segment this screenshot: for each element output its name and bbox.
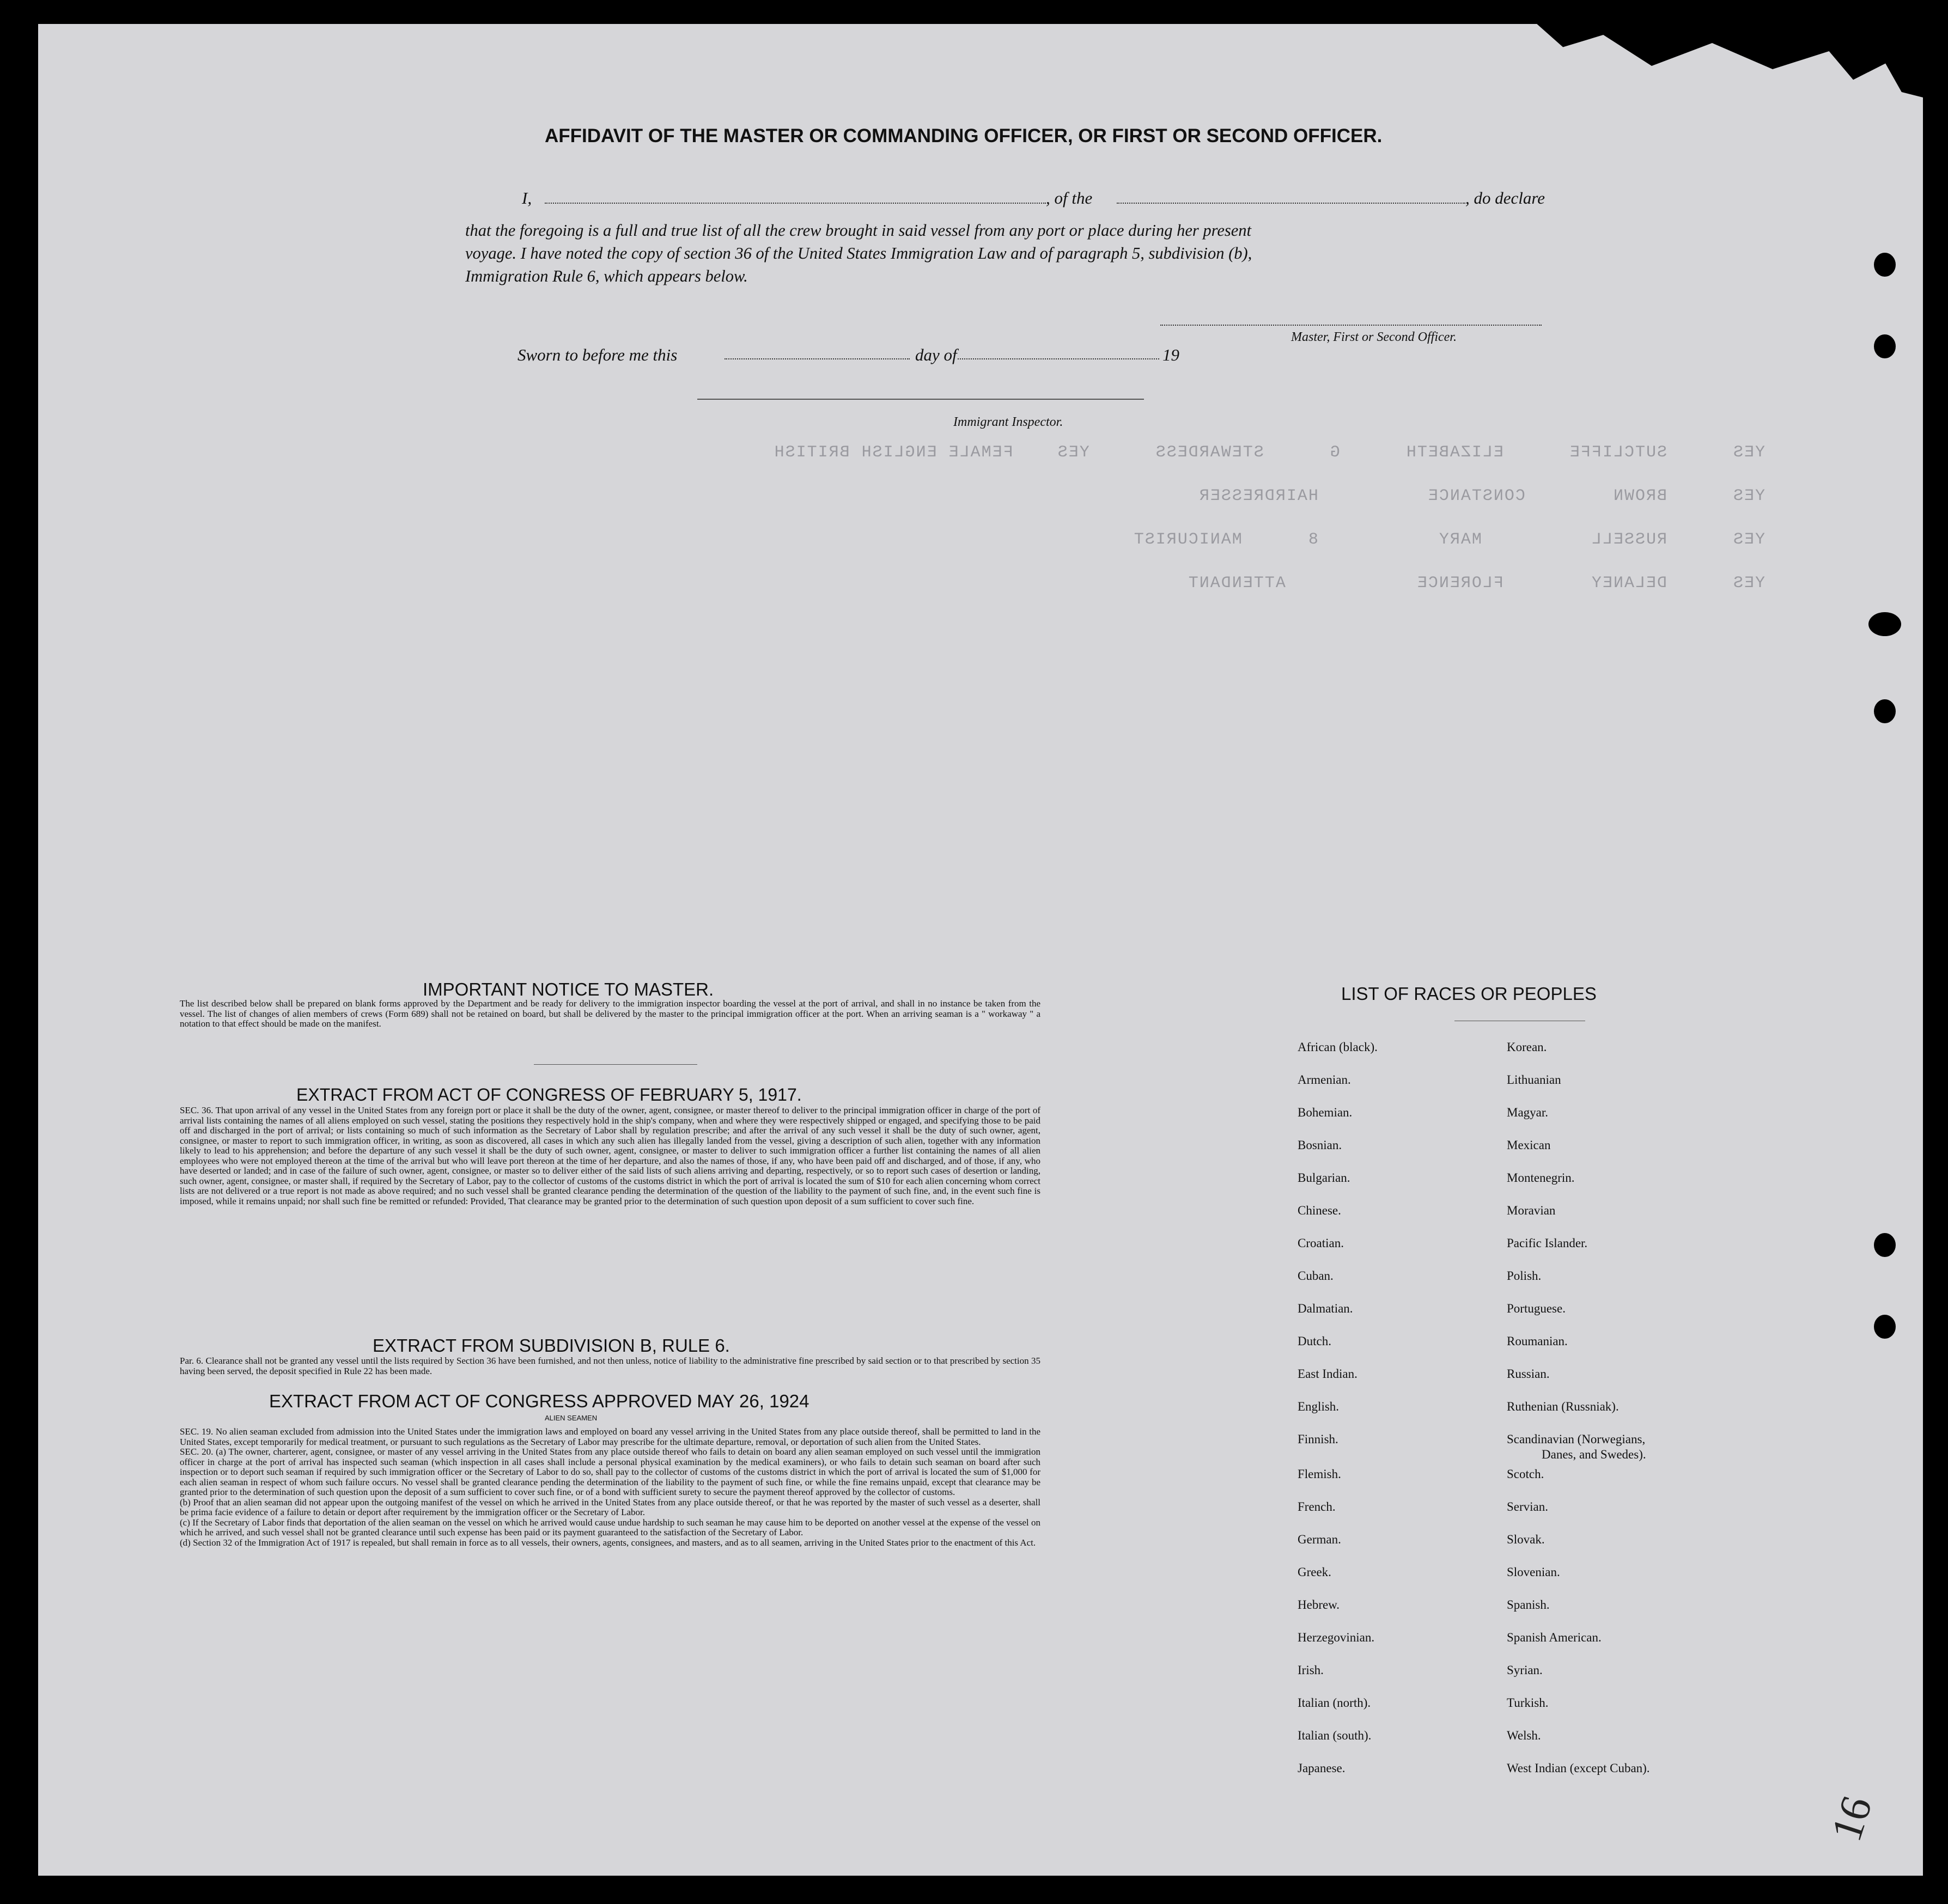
ghost-cell: YES (1732, 443, 1765, 462)
extract-1917-title: EXTRACT FROM ACT OF CONGRESS OF FEBRUARY 5, 1917. (296, 1085, 802, 1104)
ghost-cell: YES (1732, 530, 1765, 549)
affidavit-line4: Immigration Rule 6, which appears below. (465, 267, 748, 285)
race-item: English. (1298, 1400, 1340, 1413)
ghost-row (1188, 574, 1765, 593)
race-item: Finnish. (1298, 1432, 1338, 1446)
affidavit-title: AFFIDAVIT OF THE MASTER OR COMMANDING OFFICER, OR FIRST OR SECOND OFFICER. (545, 125, 1383, 147)
ghost-cell: STEWARDESS (1154, 443, 1264, 462)
race-item: Slovak. (1507, 1533, 1545, 1546)
race-item: Welsh. (1507, 1729, 1541, 1742)
affidavit-of-the: , of the (1046, 188, 1093, 208)
paragraph: (b) Proof that an alien seaman did not appear upon the outgoing manifest of the vessel on which he arrived in the United States from any place outside thereof, or that he was reported by the master of such vessel as a deserter, shall be prima facie evidence of a failure to detain or deport after requirement by the immigration officer or the Secretary of Labor. (180, 1497, 1040, 1517)
ghost-cell: FEMALE ENGLISH BRITISH (773, 443, 1013, 462)
race-item: East Indian. (1298, 1367, 1357, 1381)
ghost-cell: BROWN (1612, 487, 1667, 505)
ghost-cell: G (1329, 443, 1340, 462)
race-item: Greek. (1298, 1565, 1331, 1579)
year-label: 19 (1162, 345, 1179, 364)
race-item: Magyar. (1507, 1106, 1549, 1119)
ghost-cell: 8 (1307, 530, 1318, 549)
ghost-cell: MANICURIST (1133, 530, 1242, 549)
race-item: Irish. (1298, 1663, 1324, 1677)
ghost-cell: ELIZABETH (1405, 443, 1503, 462)
race-item: Polish. (1507, 1269, 1542, 1283)
race-item: West Indian (except Cuban). (1507, 1761, 1650, 1775)
race-item: Montenegrin. (1507, 1171, 1575, 1185)
race-item: Syrian. (1507, 1663, 1543, 1677)
race-item: Spanish American. (1507, 1631, 1602, 1644)
race-item: German. (1298, 1533, 1341, 1546)
affidavit-i: I, (522, 188, 532, 208)
ghost-cell: CONSTANCE (1427, 487, 1525, 505)
inspector-label: Immigrant Inspector. (953, 415, 1063, 429)
bleed-through-rows (38, 24, 1923, 678)
binder-hole (1874, 1315, 1896, 1339)
race-item: Servian. (1507, 1500, 1549, 1514)
race-item: Cuban. (1298, 1269, 1334, 1283)
race-item: Dalmatian. (1298, 1302, 1353, 1315)
paragraph: (c) If the Secretary of Labor finds that deportation of the alien seaman on the vessel on which he arrived would cause undue hardship to such seaman he may cause him to be deported on another vessel at the expense of the vessel on which he arrived, and such vessel shall not be granted clearance until such expense has been paid or its payment guaranteed to the satisfaction of the Secretary of Labor. (180, 1517, 1040, 1537)
notice-title: IMPORTANT NOTICE TO MASTER. (423, 979, 714, 999)
ghost-cell: FLORENCE (1416, 574, 1503, 593)
paragraph: SEC. 20. (a) The owner, charterer, agent, consignee, or master of any vessel arriving in the United States from any place outside thereof who fails to detain on board any alien seaman employed on such vessel until the immigration officer in charge at the port of arrival has inspected such seaman (which inspection in all cases shall include a personal physical examination by the medical examiners), or who fails to detain such seaman on board after such inspection or to deport such seaman if required by such immigration officer or the Secretary of Labor to do so, shall pay to the collector of customs of the customs district in which the port of arrival is located the sum of $1,000 for each alien seaman in respect of whom such failure occurs. No vessel shall be granted clearance pending the determination of the liability to the payment of such fine, or while the fine remains unpaid, except that clearance may be granted prior to the determination of such question upon the deposit of a sum sufficient to cover such fine, or of a bond with sufficient surety to secure the payment thereof approved by the collector of customs. (180, 1447, 1040, 1497)
ghost-cell: YES (1732, 574, 1765, 593)
ghost-cell: MARY (1438, 530, 1482, 549)
race-item: Lithuanian (1507, 1073, 1561, 1087)
race-item: Dutch. (1298, 1334, 1331, 1348)
paragraph: SEC. 19. No alien seaman excluded from admission into the United States under the immigration laws and employed on board any vessel arriving in the United States from any place outside thereof, shall be permitted to land in the United States, except temporarily for medical treatment, or pursuant to such regulations as the Secretary of Labor may prescribe for the ultimate departure, removal, or deportation of such alien from the United States. (180, 1426, 1040, 1447)
race-item: Roumanian. (1507, 1334, 1568, 1348)
race-item: Japanese. (1298, 1761, 1346, 1775)
affidavit-line2: that the foregoing is a full and true list of all the crew brought in said vessel from any port or place during her present (465, 221, 1252, 240)
race-item: Pacific Islander. (1507, 1236, 1588, 1250)
ghost-cell: RUSSELL (1590, 530, 1667, 549)
signature-label: Master, First or Second Officer. (1291, 330, 1457, 344)
ghost-row (1133, 530, 1765, 549)
race-item: Turkish. (1507, 1696, 1549, 1710)
race-item: Bohemian. (1298, 1106, 1353, 1119)
race-item: Ruthenian (Russniak). (1507, 1400, 1619, 1413)
race-item: Italian (south). (1298, 1729, 1372, 1742)
race-item: Hebrew. (1298, 1598, 1340, 1612)
sworn-label: Sworn to before me this (518, 345, 678, 364)
ghost-row (774, 443, 1765, 462)
binder-hole (1874, 1233, 1896, 1257)
race-item: Scotch. (1507, 1467, 1544, 1481)
ghost-cell: SUTCLIFFE (1568, 443, 1667, 462)
race-item: Russian. (1507, 1367, 1550, 1381)
ghost-row (1198, 487, 1765, 505)
day-of-label: day of (915, 345, 957, 364)
race-item: Bosnian. (1298, 1138, 1342, 1152)
ghost-cell: YES (1732, 487, 1765, 505)
notice-text: The list described below shall be prepared on blank forms approved by the Department and be ready for delivery to the immigration inspector boarding the vessel at the port of arrival, and shall in no instance be taken from the vessel. The list of changes of alien members of crews (Form 689) shall not be retained on board, but shall be delivered by the master to the principal immigration officer at the port. When an arriving seaman is a " workaway " a notation to that effect should be made on the manifest. (180, 998, 1040, 1029)
race-item: African (black). (1298, 1040, 1378, 1054)
document-page (38, 24, 1923, 1876)
divider (534, 1064, 697, 1065)
race-item: Mexican (1507, 1138, 1551, 1152)
race-item: Italian (north). (1298, 1696, 1371, 1710)
extract-1917-text: SEC. 36. That upon arrival of any vessel in the United States from any foreign port or place it shall be the duty of the owner, agent, consignee, or master thereof to deliver to the principal immigration officer in charge of the port of arrival lists containing the names of all aliens employed on such vessel, stating the positions they respectively hold in the ship's company, when and where they were respectively shipped or engaged, and specifying those to be paid off and discharged in the port of arrival; or lists containing so much of such information as the Secretary of Labor shall by regulation prescribe; and after the arrival of any such vessel it shall be the duty of such owner, agent, consignee, or master to report to such immigration officer, in writing, as soon as discovered, all cases in which any such alien has illegally landed from the vessel, giving a description of such alien, together with any information likely to lead to his apprehension; and before the departure of any such vessel it shall be the duty of such owner, agent, consignee, or master to deliver to such immigration officer a further list containing the names of all alien employees who were not employed thereon at the time of the arrival but who will leave port thereon at the time of her departure, and also the names of those, if any, who have been paid off and discharged, and of those, if any, who have deserted or landed; and in case of the failure of such owner, agent, consignee, or master so to deliver either of the said lists of such aliens arriving and departing, respectively, or so to report such cases of desertion or landing, such owner, agent, consignee, or master shall, if required by the Secretary of Labor, pay to the collector of customs of the customs district in which the port of arrival is located the sum of $10 for each alien concerning whom correct lists are not delivered or a true report is not made as above required; and no such vessel shall be granted clearance pending the determination of the question of the liability to the payment of such fine, and, in the event such fine is imposed, while it remains unpaid; nor shall such fine be remitted or refunded: Provided, That clearance may be granted prior to the determination of such question upon deposit of a sum sufficient to cover such fine. (180, 1105, 1040, 1206)
race-item: French. (1298, 1500, 1336, 1514)
extract-1924-subtitle: ALIEN SEAMEN (545, 1414, 598, 1422)
ghost-cell: DELANEY (1590, 574, 1667, 593)
race-item: Croatian. (1298, 1236, 1344, 1250)
ghost-cell: ATTENDANT (1187, 574, 1286, 593)
race-item: Armenian. (1298, 1073, 1351, 1087)
extract-1924-text (180, 1427, 1040, 1548)
affidavit-line3: voyage. I have noted the copy of section 36 of the United States Immigration Law and of paragraph 5, subdivision (b), (465, 244, 1252, 263)
race-item: Slovenian. (1507, 1565, 1560, 1579)
subdivision-title: EXTRACT FROM SUBDIVISION B, RULE 6. (373, 1335, 730, 1356)
race-item: Scandinavian (Norwegians, (1507, 1432, 1646, 1446)
race-item: Danes, and Swedes). (1542, 1448, 1646, 1461)
race-item: Spanish. (1507, 1598, 1550, 1612)
ghost-cell: HAIRDRESSER (1198, 487, 1318, 505)
race-item: Herzegovinian. (1298, 1631, 1375, 1644)
page-number: 16 (1822, 1790, 1882, 1847)
extract-1924-title: EXTRACT FROM ACT OF CONGRESS APPROVED MAY 26, 1924 (269, 1391, 809, 1411)
race-item: Korean. (1507, 1040, 1547, 1054)
paragraph: (d) Section 32 of the Immigration Act of 1917 is repealed, but shall remain in force as to all vessels, their owners, agents, consignees, and masters, and as to all seamen, arriving in the United States prior to the enactment of this Act. (180, 1537, 1036, 1548)
race-item: Portuguese. (1507, 1302, 1566, 1315)
race-item: Bulgarian. (1298, 1171, 1350, 1185)
races-title: LIST OF RACES OR PEOPLES (1341, 984, 1597, 1004)
race-item: Moravian (1507, 1204, 1556, 1217)
ghost-cell: YES (1056, 443, 1089, 462)
subdivision-text: Par. 6. Clearance shall not be granted any vessel until the lists required by Section 36 have been furnished, and not then unless, notice of liability to the administrative fine prescribed by said section or to that prescribed by section 35 having been served, the deposit specified in Rule 22 has been made. (180, 1356, 1040, 1376)
race-item: Flemish. (1298, 1467, 1341, 1481)
affidavit-declare: , do declare (1465, 188, 1545, 208)
binder-hole (1874, 699, 1896, 723)
race-item: Chinese. (1298, 1204, 1341, 1217)
